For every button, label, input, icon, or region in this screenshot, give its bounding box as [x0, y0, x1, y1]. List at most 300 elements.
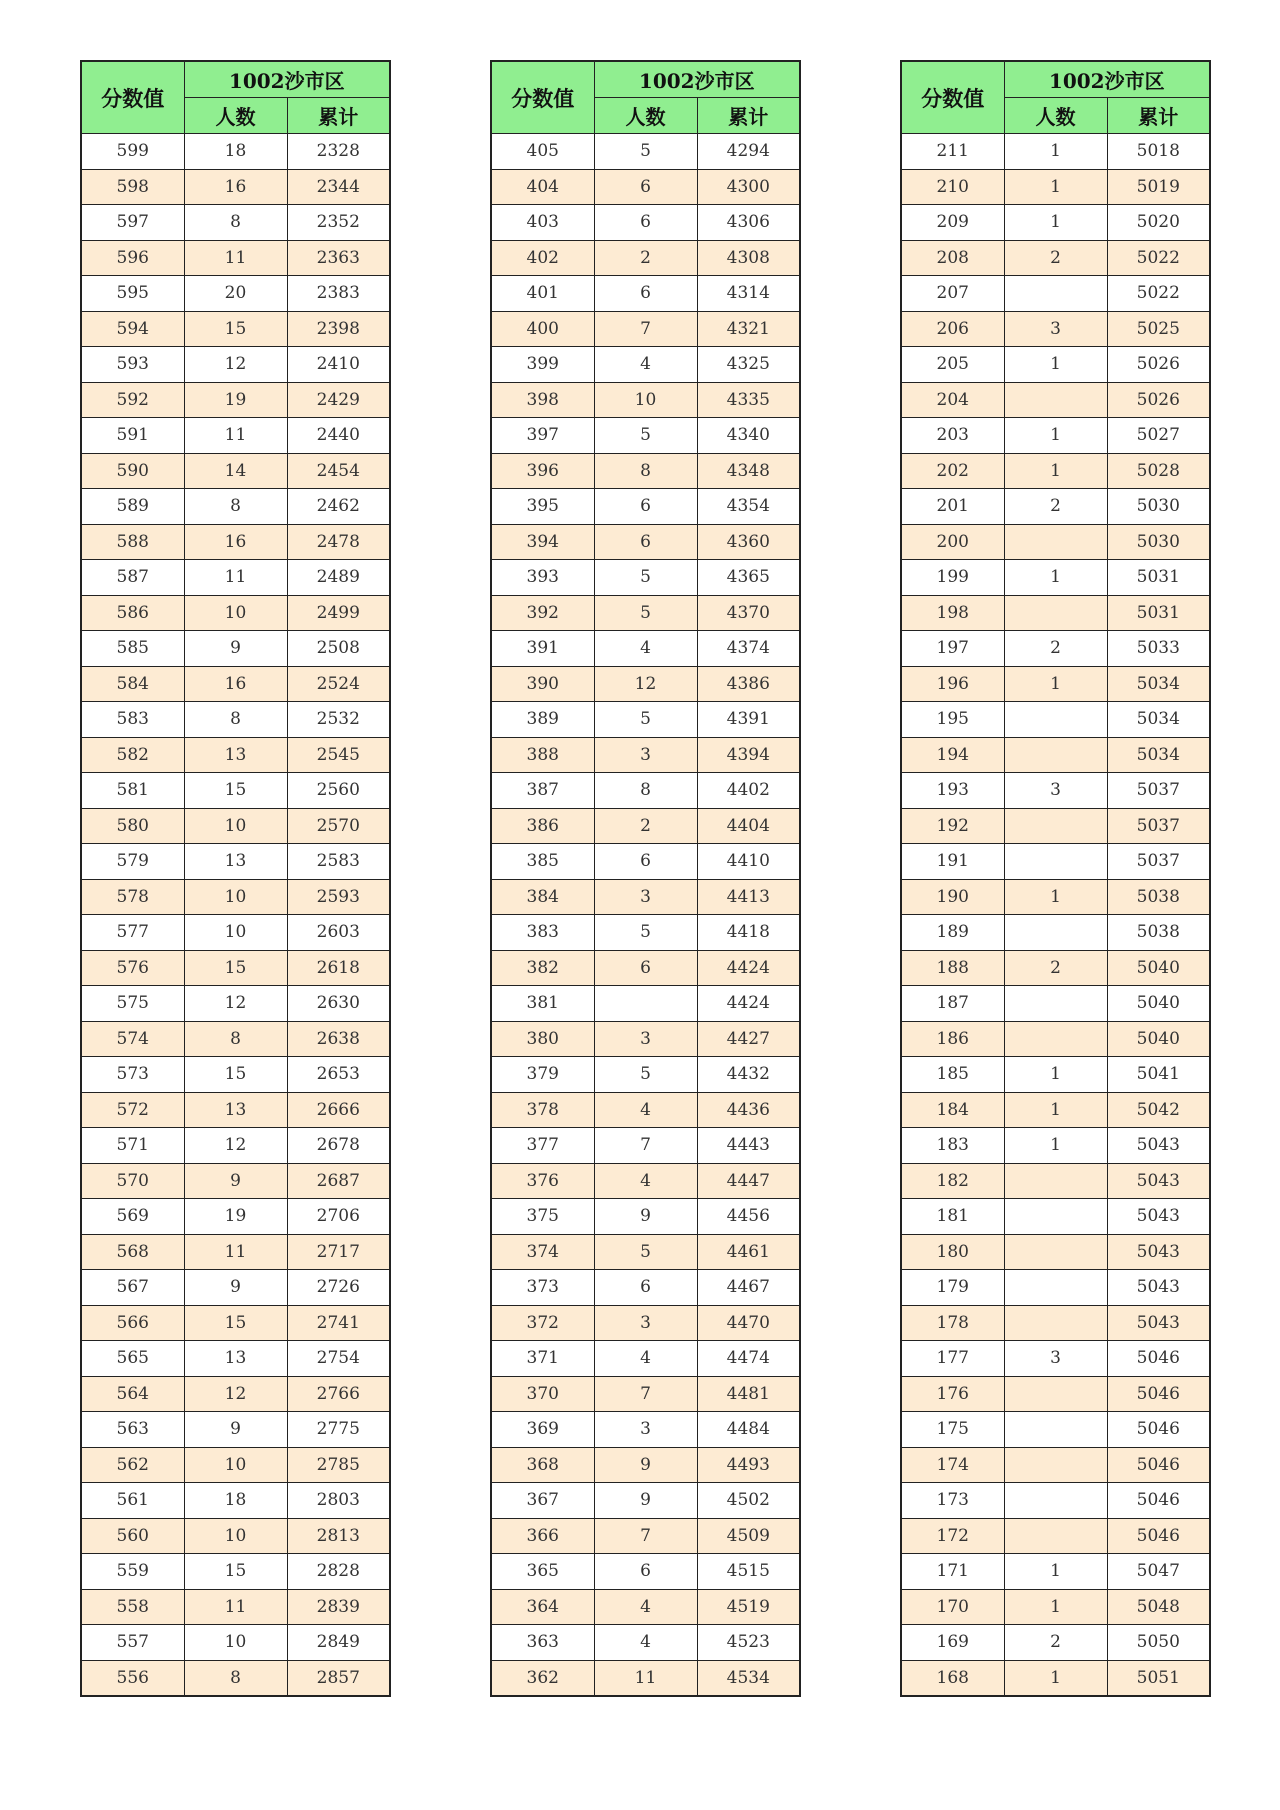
table-row — [81, 595, 390, 631]
cumulative-cell: 2410 — [287, 347, 390, 383]
cumulative-cell: 2583 — [287, 844, 390, 880]
score-cell: 375 — [491, 1199, 594, 1235]
table-row — [81, 950, 390, 986]
score-cell: 385 — [491, 844, 594, 880]
cumulative-cell: 5030 — [1107, 524, 1210, 560]
score-cell: 571 — [81, 1128, 184, 1164]
score-cell: 599 — [81, 134, 184, 170]
cumulative-cell: 4447 — [697, 1163, 800, 1199]
score-cell: 565 — [81, 1341, 184, 1377]
cumulative-cell: 2666 — [287, 1092, 390, 1128]
score-cell: 566 — [81, 1305, 184, 1341]
cumulative-cell: 4410 — [697, 844, 800, 880]
score-cell: 560 — [81, 1518, 184, 1554]
table-row — [81, 808, 390, 844]
cumulative-cell: 2462 — [287, 489, 390, 525]
score-cell: 168 — [901, 1660, 1004, 1696]
count-cell: 6 — [594, 1554, 697, 1590]
score-cell: 170 — [901, 1589, 1004, 1625]
table-row — [901, 666, 1210, 702]
score-cell: 557 — [81, 1625, 184, 1661]
table-row — [491, 1660, 800, 1696]
score-cell: 561 — [81, 1483, 184, 1519]
table-row — [81, 1412, 390, 1448]
cumulative-cell: 5018 — [1107, 134, 1210, 170]
score-cell: 200 — [901, 524, 1004, 560]
score-cell: 404 — [491, 169, 594, 205]
count-cell: 9 — [594, 1199, 697, 1235]
cumulative-cell: 4360 — [697, 524, 800, 560]
count-cell: 7 — [594, 1376, 697, 1412]
table-row — [81, 453, 390, 489]
cumulative-cell: 5046 — [1107, 1376, 1210, 1412]
score-cell: 186 — [901, 1021, 1004, 1057]
count-cell: 5 — [594, 560, 697, 596]
cumulative-cell: 2545 — [287, 737, 390, 773]
table-row — [901, 205, 1210, 241]
score-cell: 572 — [81, 1092, 184, 1128]
cumulative-cell: 2593 — [287, 879, 390, 915]
count-cell: 3 — [594, 1305, 697, 1341]
table-row — [81, 737, 390, 773]
table-row — [901, 773, 1210, 809]
cumulative-cell: 5031 — [1107, 595, 1210, 631]
table-row — [491, 1057, 800, 1093]
cumulative-cell: 2524 — [287, 666, 390, 702]
table-row — [491, 631, 800, 667]
score-cell: 380 — [491, 1021, 594, 1057]
table-row — [901, 1163, 1210, 1199]
count-cell: 11 — [184, 560, 287, 596]
score-cell: 401 — [491, 276, 594, 312]
table-row — [491, 560, 800, 596]
count-cell: 1 — [1004, 1660, 1107, 1696]
cumulative-cell: 2508 — [287, 631, 390, 667]
cumulative-cell: 2398 — [287, 311, 390, 347]
count-cell: 2 — [594, 808, 697, 844]
cumulative-cell: 4300 — [697, 169, 800, 205]
count-cell: 8 — [594, 773, 697, 809]
table-row — [901, 240, 1210, 276]
score-cell: 563 — [81, 1412, 184, 1448]
count-cell: 15 — [184, 1305, 287, 1341]
count-cell: 6 — [594, 276, 697, 312]
count-cell: 16 — [184, 524, 287, 560]
table-row — [901, 879, 1210, 915]
score-cell: 583 — [81, 702, 184, 738]
cumulative-cell: 4325 — [697, 347, 800, 383]
cumulative-cell: 5020 — [1107, 205, 1210, 241]
table-row — [81, 1341, 390, 1377]
cumulative-cell: 4484 — [697, 1412, 800, 1448]
table-row — [81, 631, 390, 667]
count-header: 人数 — [184, 98, 287, 134]
score-cell: 190 — [901, 879, 1004, 915]
cumulative-cell: 2717 — [287, 1234, 390, 1270]
score-cell: 392 — [491, 595, 594, 631]
score-header: 分数值 — [491, 61, 594, 134]
count-cell: 1 — [1004, 453, 1107, 489]
score-cell: 580 — [81, 808, 184, 844]
table-row — [901, 347, 1210, 383]
score-cell: 588 — [81, 524, 184, 560]
score-cell: 569 — [81, 1199, 184, 1235]
table-row — [491, 986, 800, 1022]
table-row — [491, 382, 800, 418]
cumulative-cell: 2478 — [287, 524, 390, 560]
cumulative-cell: 4424 — [697, 986, 800, 1022]
score-table-3 — [900, 60, 1211, 1697]
count-cell — [1004, 1412, 1107, 1448]
score-cell: 587 — [81, 560, 184, 596]
score-cell: 593 — [81, 347, 184, 383]
count-cell: 13 — [184, 844, 287, 880]
score-cell: 177 — [901, 1341, 1004, 1377]
count-cell: 5 — [594, 134, 697, 170]
cumulative-cell: 4314 — [697, 276, 800, 312]
cumulative-cell: 5047 — [1107, 1554, 1210, 1590]
cumulative-cell: 2603 — [287, 915, 390, 951]
count-cell: 1 — [1004, 169, 1107, 205]
table-row — [81, 915, 390, 951]
cumulative-cell: 5025 — [1107, 311, 1210, 347]
count-cell — [1004, 1447, 1107, 1483]
cumulative-cell: 2803 — [287, 1483, 390, 1519]
score-header: 分数值 — [901, 61, 1004, 134]
table-row — [81, 205, 390, 241]
cumulative-cell: 4436 — [697, 1092, 800, 1128]
score-cell: 388 — [491, 737, 594, 773]
count-cell — [1004, 702, 1107, 738]
table-row — [81, 1305, 390, 1341]
count-cell — [1004, 915, 1107, 951]
table-row — [81, 134, 390, 170]
table-row — [901, 134, 1210, 170]
score-cell: 376 — [491, 1163, 594, 1199]
table-row — [491, 1447, 800, 1483]
count-cell: 10 — [184, 595, 287, 631]
table-row — [81, 347, 390, 383]
count-cell: 12 — [184, 1376, 287, 1412]
count-cell: 6 — [594, 169, 697, 205]
table-row — [901, 489, 1210, 525]
district-header: 1002沙市区 — [1004, 61, 1210, 98]
count-cell — [1004, 1518, 1107, 1554]
table-body — [901, 134, 1210, 1697]
count-cell: 4 — [594, 1092, 697, 1128]
count-cell: 12 — [184, 1128, 287, 1164]
count-cell: 3 — [594, 1412, 697, 1448]
table-row — [901, 1057, 1210, 1093]
count-cell: 5 — [594, 915, 697, 951]
count-cell: 9 — [184, 631, 287, 667]
table-row — [491, 1270, 800, 1306]
cumulative-cell: 2532 — [287, 702, 390, 738]
table-row — [491, 276, 800, 312]
table-row — [491, 489, 800, 525]
cumulative-cell: 5034 — [1107, 702, 1210, 738]
cumulative-cell: 5040 — [1107, 1021, 1210, 1057]
cumulative-cell: 2618 — [287, 950, 390, 986]
table-row — [901, 1270, 1210, 1306]
score-cell: 590 — [81, 453, 184, 489]
score-cell: 181 — [901, 1199, 1004, 1235]
score-cell: 573 — [81, 1057, 184, 1093]
score-cell: 194 — [901, 737, 1004, 773]
count-cell: 12 — [594, 666, 697, 702]
table-row — [901, 950, 1210, 986]
count-cell: 3 — [594, 1021, 697, 1057]
count-header: 人数 — [594, 98, 697, 134]
cumulative-cell: 5043 — [1107, 1305, 1210, 1341]
table-row — [81, 1092, 390, 1128]
count-cell: 3 — [1004, 311, 1107, 347]
score-cell: 574 — [81, 1021, 184, 1057]
cumulative-cell: 4474 — [697, 1341, 800, 1377]
cumulative-cell: 2706 — [287, 1199, 390, 1235]
table-row — [81, 276, 390, 312]
score-cell: 399 — [491, 347, 594, 383]
score-cell: 585 — [81, 631, 184, 667]
table-row — [491, 737, 800, 773]
score-cell: 403 — [491, 205, 594, 241]
cumulative-cell: 2638 — [287, 1021, 390, 1057]
count-cell: 6 — [594, 1270, 697, 1306]
table-row — [491, 134, 800, 170]
count-cell: 8 — [184, 1021, 287, 1057]
score-cell: 209 — [901, 205, 1004, 241]
score-cell: 193 — [901, 773, 1004, 809]
table-row — [81, 1234, 390, 1270]
count-cell: 1 — [1004, 1092, 1107, 1128]
cumulative-cell: 4470 — [697, 1305, 800, 1341]
score-cell: 394 — [491, 524, 594, 560]
count-cell: 5 — [594, 595, 697, 631]
count-cell: 6 — [594, 205, 697, 241]
table-row — [81, 311, 390, 347]
score-cell: 381 — [491, 986, 594, 1022]
count-cell: 1 — [1004, 1128, 1107, 1164]
table-row — [901, 808, 1210, 844]
table-row — [491, 1412, 800, 1448]
count-cell: 5 — [594, 702, 697, 738]
table-row — [491, 702, 800, 738]
score-cell: 364 — [491, 1589, 594, 1625]
score-cell: 197 — [901, 631, 1004, 667]
table-row — [901, 702, 1210, 738]
count-cell: 1 — [1004, 1589, 1107, 1625]
count-cell: 12 — [184, 347, 287, 383]
cumulative-cell: 5043 — [1107, 1128, 1210, 1164]
table-row — [901, 1128, 1210, 1164]
cumulative-cell: 4335 — [697, 382, 800, 418]
score-cell: 201 — [901, 489, 1004, 525]
table-row — [491, 1518, 800, 1554]
score-cell: 577 — [81, 915, 184, 951]
cumulative-cell: 2849 — [287, 1625, 390, 1661]
table-row — [901, 1447, 1210, 1483]
cumulative-cell: 2363 — [287, 240, 390, 276]
cumulative-cell: 2630 — [287, 986, 390, 1022]
count-cell: 16 — [184, 169, 287, 205]
count-cell: 9 — [184, 1270, 287, 1306]
score-cell: 191 — [901, 844, 1004, 880]
score-cell: 402 — [491, 240, 594, 276]
table-row — [901, 1234, 1210, 1270]
table-row — [901, 1554, 1210, 1590]
score-cell: 596 — [81, 240, 184, 276]
table-row — [901, 524, 1210, 560]
score-cell: 206 — [901, 311, 1004, 347]
cumulative-cell: 2766 — [287, 1376, 390, 1412]
count-cell: 10 — [184, 915, 287, 951]
count-cell: 11 — [184, 418, 287, 454]
score-cell: 377 — [491, 1128, 594, 1164]
count-cell — [1004, 276, 1107, 312]
table-row — [81, 986, 390, 1022]
table-row — [81, 1483, 390, 1519]
count-cell — [1004, 382, 1107, 418]
count-cell — [1004, 808, 1107, 844]
table-row — [491, 1554, 800, 1590]
table-row — [901, 1199, 1210, 1235]
cumulative-cell: 2383 — [287, 276, 390, 312]
score-cell: 383 — [491, 915, 594, 951]
table-body — [491, 134, 800, 1697]
table-row — [901, 844, 1210, 880]
score-cell: 591 — [81, 418, 184, 454]
score-cell: 379 — [491, 1057, 594, 1093]
count-cell: 8 — [184, 489, 287, 525]
score-cell: 382 — [491, 950, 594, 986]
score-cell: 405 — [491, 134, 594, 170]
count-cell: 7 — [594, 1518, 697, 1554]
count-cell — [1004, 524, 1107, 560]
table-row — [491, 169, 800, 205]
cumulative-cell: 5022 — [1107, 240, 1210, 276]
count-cell: 11 — [184, 1234, 287, 1270]
cumulative-cell: 5040 — [1107, 950, 1210, 986]
score-cell: 367 — [491, 1483, 594, 1519]
score-cell: 208 — [901, 240, 1004, 276]
cumulative-cell: 4374 — [697, 631, 800, 667]
cumulative-cell: 4523 — [697, 1625, 800, 1661]
cumulative-cell: 2754 — [287, 1341, 390, 1377]
count-cell: 1 — [1004, 347, 1107, 383]
score-cell: 400 — [491, 311, 594, 347]
score-cell: 205 — [901, 347, 1004, 383]
count-cell — [1004, 1199, 1107, 1235]
cumulative-cell: 4394 — [697, 737, 800, 773]
cumulative-cell: 4493 — [697, 1447, 800, 1483]
count-cell: 4 — [594, 1625, 697, 1661]
cumulative-cell: 5046 — [1107, 1447, 1210, 1483]
score-cell: 384 — [491, 879, 594, 915]
count-cell — [1004, 1483, 1107, 1519]
table-row — [81, 240, 390, 276]
table-row — [491, 1234, 800, 1270]
cumulative-cell: 5051 — [1107, 1660, 1210, 1696]
cumulative-cell: 4418 — [697, 915, 800, 951]
count-cell: 5 — [594, 1234, 697, 1270]
cumulative-cell: 2560 — [287, 773, 390, 809]
table-row — [81, 1163, 390, 1199]
score-cell: 589 — [81, 489, 184, 525]
table-row — [81, 382, 390, 418]
count-cell — [1004, 1234, 1107, 1270]
count-cell — [1004, 1376, 1107, 1412]
score-cell: 173 — [901, 1483, 1004, 1519]
cumulative-cell: 2775 — [287, 1412, 390, 1448]
cumulative-cell: 2813 — [287, 1518, 390, 1554]
table-row — [901, 1518, 1210, 1554]
cumulative-header: 累计 — [287, 98, 390, 134]
table-row — [491, 1199, 800, 1235]
count-cell: 1 — [1004, 1554, 1107, 1590]
score-cell: 210 — [901, 169, 1004, 205]
score-cell: 174 — [901, 1447, 1004, 1483]
table-row — [81, 702, 390, 738]
count-cell: 10 — [184, 808, 287, 844]
count-cell: 5 — [594, 1057, 697, 1093]
count-cell: 1 — [1004, 879, 1107, 915]
cumulative-cell: 2741 — [287, 1305, 390, 1341]
count-cell: 11 — [184, 240, 287, 276]
table-row — [81, 773, 390, 809]
table-row — [81, 1660, 390, 1696]
score-cell: 581 — [81, 773, 184, 809]
district-header: 1002沙市区 — [184, 61, 390, 98]
score-cell: 372 — [491, 1305, 594, 1341]
count-cell: 8 — [594, 453, 697, 489]
cumulative-cell: 4467 — [697, 1270, 800, 1306]
count-cell: 15 — [184, 950, 287, 986]
cumulative-cell: 4413 — [697, 879, 800, 915]
score-cell: 172 — [901, 1518, 1004, 1554]
score-cell: 189 — [901, 915, 1004, 951]
score-cell: 389 — [491, 702, 594, 738]
cumulative-cell: 2328 — [287, 134, 390, 170]
score-cell: 371 — [491, 1341, 594, 1377]
cumulative-cell: 4456 — [697, 1199, 800, 1235]
table-row — [491, 844, 800, 880]
cumulative-header: 累计 — [1107, 98, 1210, 134]
count-cell: 3 — [594, 737, 697, 773]
table-row — [81, 879, 390, 915]
count-cell: 2 — [1004, 240, 1107, 276]
cumulative-cell: 4515 — [697, 1554, 800, 1590]
score-cell: 397 — [491, 418, 594, 454]
count-cell: 1 — [1004, 666, 1107, 702]
count-cell: 14 — [184, 453, 287, 489]
score-cell: 175 — [901, 1412, 1004, 1448]
cumulative-cell: 4365 — [697, 560, 800, 596]
count-cell: 1 — [1004, 418, 1107, 454]
cumulative-cell: 4424 — [697, 950, 800, 986]
table-row — [491, 1376, 800, 1412]
score-header: 分数值 — [81, 61, 184, 134]
count-cell: 6 — [594, 524, 697, 560]
table-row — [81, 1554, 390, 1590]
cumulative-cell: 5041 — [1107, 1057, 1210, 1093]
score-cell: 373 — [491, 1270, 594, 1306]
cumulative-cell: 2785 — [287, 1447, 390, 1483]
score-cell: 576 — [81, 950, 184, 986]
count-cell: 6 — [594, 844, 697, 880]
cumulative-cell: 5034 — [1107, 737, 1210, 773]
count-cell: 6 — [594, 950, 697, 986]
table-row — [491, 1341, 800, 1377]
